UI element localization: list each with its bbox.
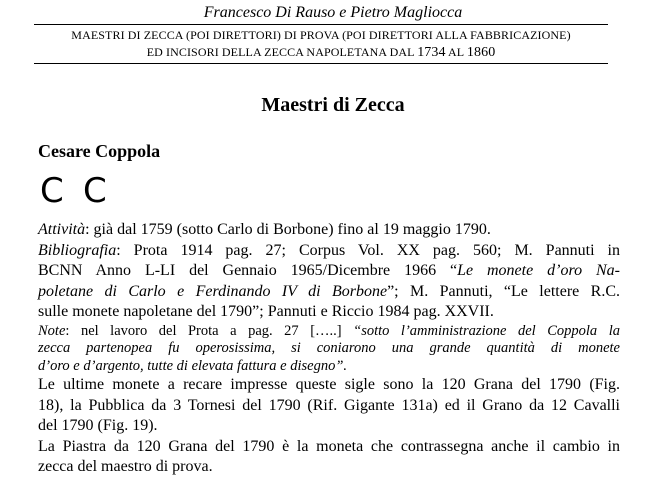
paragraph1-line-2: 18), la Pubblica da 3 Tornesi del 1790 (Rif. Gigante 131a) ed il Grano da 12 Cavalli — [38, 396, 620, 414]
subtitle-text-a: ED INCISORI DELLA ZECCA NAPOLETANA DAL — [146, 45, 418, 59]
note-quote-3: d’oro e d’argento, tutte di elevata fattura e disegno”. — [38, 357, 348, 374]
subtitle-year-start: 1734 — [417, 45, 446, 60]
sigla-glyph-2: C — [83, 171, 107, 211]
bibliografia-line-4: sulle monete napoletane del 1790”; Pannuti e Riccio 1984 pag. XXVII. — [38, 303, 494, 320]
person-name: Cesare Coppola — [38, 141, 161, 161]
note-quote-2: zecca partenopea fu operosissima, si coniarono una grande quantità di monete — [38, 340, 620, 356]
running-header-subtitle-line1: MAESTRI DI ZECCA (POI DIRETTORI) DI PROVA (POI DIRETTORI ALLA FABBRICAZIONE) — [71, 28, 571, 42]
bibliografia-title-1b: poletane di Carlo e Ferdinando IV di Borbone — [38, 282, 388, 300]
sigla-glyph-1: C — [40, 171, 64, 211]
bibliografia-text-1: : Prota 1914 pag. 27; Corpus Vol. XX pag. 560; M. Pannuti in — [116, 241, 620, 259]
paragraph2-line-1: La Piastra da 120 Grana del 1790 è la moneta che contrassegna anche il cambio in — [38, 437, 620, 455]
subtitle-year-end: 1860 — [466, 45, 496, 60]
note-line-1 — [38, 323, 620, 341]
bibliografia-line-3 — [38, 282, 620, 303]
bibliografia-text-2: BCNN Anno L-LI del Gennaio 1965/Dicembre 1966 “ — [38, 262, 458, 279]
header-rule-bottom — [34, 63, 608, 64]
subtitle-text-b: AL — [445, 45, 467, 59]
paragraph1-line-1: Le ultime monete a recare impresse queste sigle sono la 120 Grana del 1790 (Fig. — [38, 376, 620, 393]
running-header-subtitle-line2 — [34, 44, 608, 61]
note-line-3 — [38, 358, 620, 376]
paragraph1-line-3: del 1790 (Fig. 19). — [38, 417, 158, 434]
attivita-label: Attività — [38, 221, 86, 238]
section-title: Maestri di Zecca — [261, 94, 405, 116]
running-header-authors: Francesco Di Rauso e Pietro Magliocca — [203, 4, 463, 21]
bibliografia-label: Bibliografia — [38, 241, 117, 259]
header-rule-top — [34, 24, 608, 25]
bibliografia-line-1 — [38, 241, 620, 262]
note-label: Note — [38, 322, 66, 339]
note-line-2 — [38, 340, 620, 358]
note-quote-1: “sotto l’amministrazione del Coppola la — [353, 322, 620, 339]
note-text-1: : nel lavoro del Prota a pag. 27 […..] — [65, 322, 354, 339]
attivita-text: : già dal 1759 (sotto Carlo di Borbone) fino al 19 maggio 1790. — [85, 221, 491, 238]
bibliografia-text-3: ”; M. Pannuti, “Le lettere R.C. — [387, 282, 621, 300]
body-text — [38, 220, 620, 478]
bibliografia-line-2 — [38, 261, 620, 282]
bibliografia-title-1a: Le monete d’oro Na- — [457, 262, 620, 279]
attivita-line — [38, 220, 620, 241]
paragraph2-line-2: zecca del maestro di prova. — [38, 458, 213, 475]
